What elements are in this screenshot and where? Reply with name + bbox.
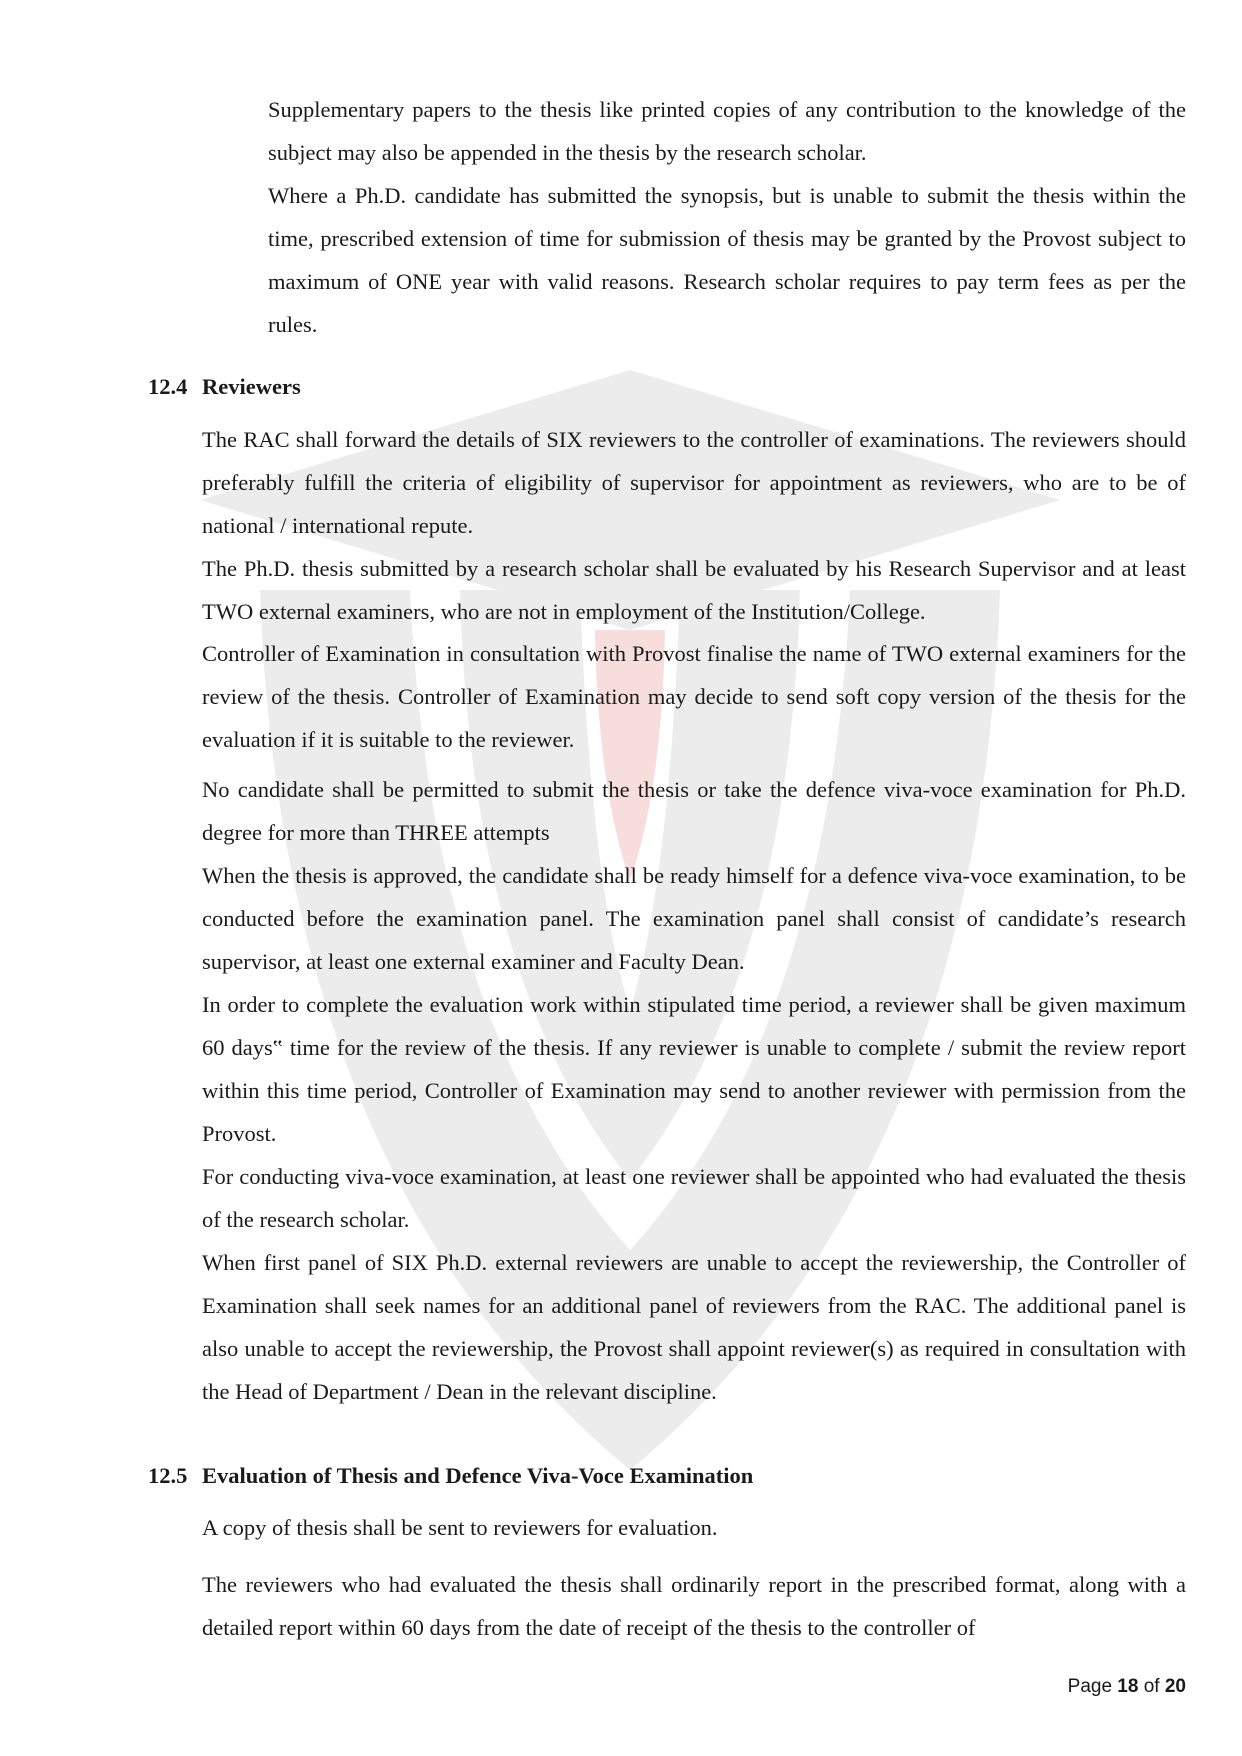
of-label: of: [1143, 1676, 1160, 1697]
paragraph-conducting-viva-voce: For conducting viva-voce examination, at least one reviewer shall be appointed who had evaluated the thesis of the research scholar.: [202, 1164, 1186, 1232]
section-title: Reviewers: [202, 374, 301, 399]
total-pages-number: 20: [1164, 1676, 1186, 1697]
paragraph-additional-panel: When first panel of SIX Ph.D. external reviewers are unable to accept the reviewership, the Controller of Examination shall seek names for an additional panel of reviewers from the RAC. The additional panel is also unable to accept the reviewership, the Provost shall appoint reviewer(s) as required in consultation with the Head of Department / Dean in the relevant discipline.: [202, 1250, 1186, 1404]
current-page-number: 18: [1117, 1676, 1139, 1697]
section-heading-12-5: [148, 1461, 753, 1491]
paragraph-supplementary-papers: Supplementary papers to the thesis like printed copies of any contribution to the knowledge of the subject may also be appended in the thesis by the research scholar.: [268, 97, 1186, 165]
paragraph-thesis-evaluation: The Ph.D. thesis submitted by a research scholar shall be evaluated by his Research Supervisor and at least TWO external examiners, who are not in employment of the Institution/College.: [202, 556, 1186, 624]
paragraph-controller-consultation: Controller of Examination in consultation with Provost finalise the name of TWO external examiners for the review of the thesis. Controller of Examination may decide to send soft copy version of the thesis for the evaluation if it is suitable to the reviewer.: [202, 641, 1186, 752]
paragraph-reviewer-report: The reviewers who had evaluated the thesis shall ordinarily report in the prescribed format, along with a detailed report within 60 days from the date of receipt of the thesis to the controller of: [202, 1572, 1186, 1640]
section-title: Evaluation of Thesis and Defence Viva-Voce Examination: [202, 1463, 754, 1488]
paragraph-attempts-limit: No candidate shall be permitted to submit the thesis or take the defence viva-voce examination for Ph.D. degree for more than THREE attempts: [202, 777, 1186, 845]
section-number: 12.5: [148, 1463, 188, 1488]
paragraph-copy-to-reviewers: A copy of thesis shall be sent to reviewers for evaluation.: [202, 1515, 718, 1540]
page-number-footer: [1068, 1676, 1186, 1698]
paragraph-rac-reviewers: The RAC shall forward the details of SIX reviewers to the controller of examinations. The reviewers should preferably fulfill the criteria of eligibility of supervisor for appointment as reviewers, who are to be of national / international repute.: [202, 427, 1186, 538]
section-number: 12.4: [148, 374, 188, 399]
paragraph-extension-of-time: Where a Ph.D. candidate has submitted the synopsis, but is unable to submit the thesis within the time, prescribed extension of time for submission of thesis may be granted by the Provost subject to maximum of ONE year with valid reasons. Research scholar requires to pay term fees as per the rules.: [268, 183, 1186, 337]
paragraph-review-time-period: In order to complete the evaluation work within stipulated time period, a reviewer shall be given maximum 60 days‟ time for the review of the thesis. If any reviewer is unable to complete / submit the review report within this time period, Controller of Examination may send to another reviewer with permission from the Provost.: [202, 992, 1186, 1146]
section-heading-12-4: [148, 372, 301, 402]
page-label: Page: [1067, 1676, 1113, 1697]
paragraph-viva-voce-panel: When the thesis is approved, the candidate shall be ready himself for a defence viva-voce examination, to be conducted before the examination panel. The examination panel shall consist of candidate’s research supervisor, at least one external examiner and Faculty Dean.: [202, 863, 1186, 974]
